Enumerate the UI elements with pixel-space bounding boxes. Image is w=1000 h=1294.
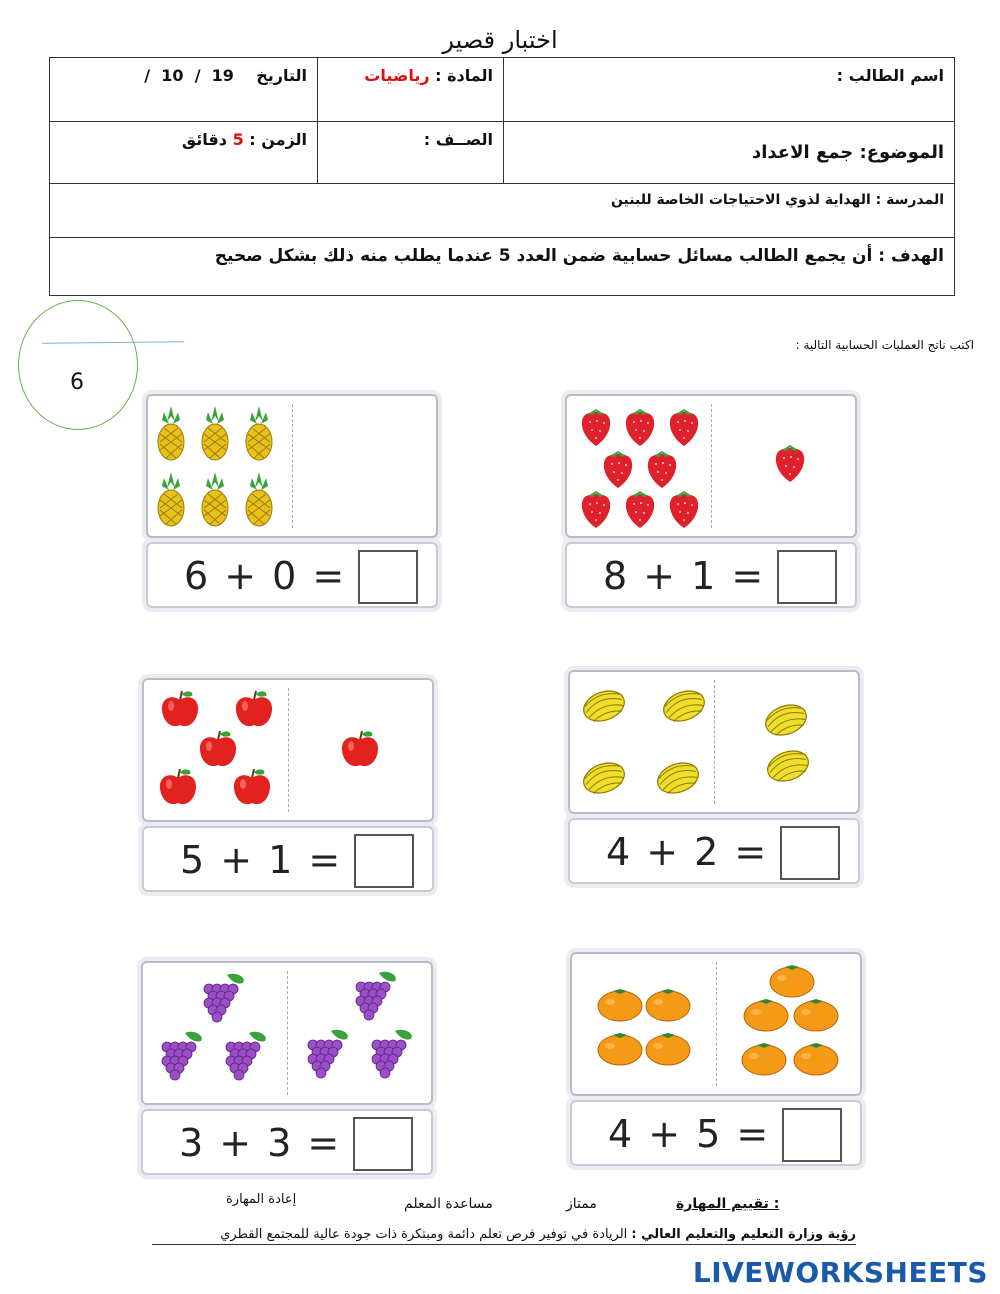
melon-icon xyxy=(580,758,628,802)
strawberry-icon xyxy=(665,406,703,452)
pineapple-icon xyxy=(244,404,274,466)
class-cell[interactable] xyxy=(318,122,504,184)
pineapple-icon xyxy=(156,404,186,466)
date-sep: / xyxy=(194,66,201,85)
grapes-icon xyxy=(197,971,253,1029)
score-circle xyxy=(18,300,138,430)
fruit-picture xyxy=(570,952,862,1096)
brand-logo xyxy=(693,1256,988,1289)
vision-text: الريادة في توفير فرص تعلم دائمة ومبتكرة ذات جودة عالية للمجتمع القطري xyxy=(220,1227,628,1242)
dashed-divider xyxy=(292,404,293,528)
apple-icon xyxy=(338,728,382,774)
equation-text: 3 + 3 = xyxy=(179,1121,342,1165)
rating-teacher-help[interactable]: مساعدة المعلم xyxy=(404,1196,493,1212)
vision-line xyxy=(152,1227,856,1245)
orange-icon xyxy=(792,994,840,1036)
time-cell xyxy=(50,122,318,184)
time-label: الزمن : xyxy=(249,130,307,149)
equation-text: 4 + 2 = xyxy=(606,830,769,874)
date-day: 19 xyxy=(211,66,234,85)
melon-icon xyxy=(762,700,810,744)
subject-cell xyxy=(318,58,504,122)
grapes-icon xyxy=(155,1029,211,1087)
melon-icon xyxy=(764,746,812,790)
dashed-divider xyxy=(714,680,715,804)
topic-cell xyxy=(504,122,955,184)
equation-text: 5 + 1 = xyxy=(180,838,343,882)
orange-icon xyxy=(644,1028,692,1070)
student-name-cell[interactable] xyxy=(504,58,955,122)
apple-icon xyxy=(230,766,274,812)
melon-icon xyxy=(654,758,702,802)
strawberry-icon xyxy=(577,488,615,534)
strawberry-icon xyxy=(577,406,615,452)
dashed-divider xyxy=(711,404,712,528)
fruit-picture xyxy=(565,394,857,538)
date-month: 10 xyxy=(161,66,184,85)
equation-bar xyxy=(142,826,434,892)
strawberry-icon xyxy=(621,406,659,452)
rating-excellent[interactable]: ممتاز xyxy=(566,1196,597,1212)
melon-icon xyxy=(660,686,708,730)
date-cell xyxy=(50,58,318,122)
equation-bar xyxy=(565,542,857,608)
subject-label: المادة : xyxy=(435,66,493,85)
orange-icon xyxy=(792,1038,840,1080)
rating-redo[interactable]: إعادة المهارة xyxy=(226,1192,297,1207)
answer-box[interactable] xyxy=(354,834,414,888)
equation-bar xyxy=(146,542,438,608)
rating-label: تقييم المهارة : xyxy=(676,1196,780,1212)
dashed-divider xyxy=(716,962,717,1086)
orange-icon xyxy=(740,1038,788,1080)
strawberry-icon xyxy=(665,488,703,534)
answer-box[interactable] xyxy=(358,550,418,604)
equation-text: 8 + 1 = xyxy=(603,554,766,598)
brand-text: LIVEWORKSHEETS xyxy=(692,1256,988,1289)
equation-text: 6 + 0 = xyxy=(184,554,347,598)
grapes-icon xyxy=(349,969,405,1027)
apple-icon xyxy=(156,766,200,812)
vision-label: رؤية وزارة التعليم والتعليم العالي : xyxy=(631,1227,856,1242)
student-label: اسم الطالب : xyxy=(836,66,944,85)
page-title: اختبار قصير xyxy=(442,26,558,54)
fruit-picture xyxy=(141,961,433,1105)
answer-box[interactable] xyxy=(780,826,840,880)
pineapple-icon xyxy=(200,404,230,466)
school-cell xyxy=(50,184,955,238)
answer-box[interactable] xyxy=(353,1117,413,1171)
pineapple-icon xyxy=(156,470,186,532)
orange-icon xyxy=(596,984,644,1026)
equation-bar xyxy=(570,1100,862,1166)
score-value: 6 xyxy=(70,370,84,395)
time-value: 5 xyxy=(232,130,244,149)
equation-bar xyxy=(141,1109,433,1175)
topic: الموضوع: جمع الاعداد xyxy=(752,142,944,163)
orange-icon xyxy=(742,994,790,1036)
instruction: اكتب ناتج العمليات الحسابية التالية : xyxy=(795,338,974,352)
fruit-picture xyxy=(142,678,434,822)
strawberry-icon xyxy=(771,442,809,488)
answer-box[interactable] xyxy=(782,1108,842,1162)
school: المدرسة : الهداية لذوي الاحتياجات الخاصة للبنين xyxy=(610,192,944,208)
dashed-divider xyxy=(288,688,289,812)
grapes-icon xyxy=(219,1029,275,1087)
date-label: التاريخ xyxy=(256,66,307,85)
pineapple-icon xyxy=(200,470,230,532)
fruit-picture xyxy=(146,394,438,538)
equation-text: 4 + 5 = xyxy=(608,1112,771,1156)
goal: الهدف : أن يجمع الطالب مسائل حسابية ضمن العدد 5 عندما يطلب منه ذلك بشكل صحيح xyxy=(214,246,944,266)
melon-icon xyxy=(580,686,628,730)
dashed-divider xyxy=(287,971,288,1095)
date-sep: / xyxy=(144,66,151,85)
strawberry-icon xyxy=(621,488,659,534)
header-table xyxy=(49,57,955,296)
time-unit: دقائق xyxy=(181,130,227,149)
goal-cell xyxy=(50,238,955,296)
orange-icon xyxy=(596,1028,644,1070)
fruit-picture xyxy=(568,670,860,814)
pineapple-icon xyxy=(244,470,274,532)
grapes-icon xyxy=(365,1027,421,1085)
subject-value: رياضيات xyxy=(364,66,430,85)
answer-box[interactable] xyxy=(777,550,837,604)
class-label: الصــف : xyxy=(423,130,493,149)
orange-icon xyxy=(644,984,692,1026)
equation-bar xyxy=(568,818,860,884)
grapes-icon xyxy=(301,1027,357,1085)
